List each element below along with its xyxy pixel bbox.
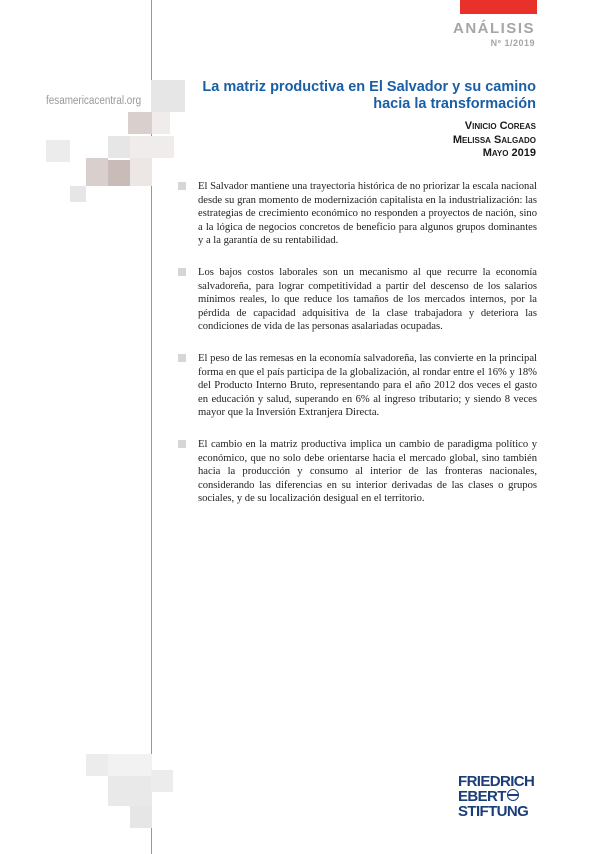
document-title: La matriz productiva en El Salvador y su camino hacia la transformación bbox=[202, 79, 536, 112]
bullet-item bbox=[178, 352, 537, 420]
bullet-item bbox=[178, 180, 537, 248]
series-label: ANÁLISIS bbox=[452, 20, 535, 37]
author-name: Melissa Salgado bbox=[452, 133, 536, 146]
website-link[interactable]: fesamericacentral.org bbox=[46, 95, 142, 107]
author-name: Vinicio Coreas bbox=[464, 120, 536, 132]
logo-line: FRIEDRICH bbox=[458, 773, 535, 790]
header-red-tab bbox=[460, 0, 537, 14]
bullet-text: El cambio en la matriz productiva implica un cambio de paradigma político y económico, que no solo debe orientarse hacia el mercado global, sino también hacia la producción y consumo al interior de las fronteras nacionales, considerando las diferencias en su interior derivadas de las clases o grupos sociales, y de su localización desigual en el territorio. bbox=[198, 438, 537, 505]
series-number: Nº 1/2019 bbox=[490, 38, 535, 48]
logo-line: EBERT bbox=[458, 788, 506, 805]
bullet-item bbox=[178, 266, 537, 334]
bullet-text: El peso de las remesas en la economía salvadoreña, las convierte en la principal forma en que el país participa de la globalización, al rondar entre el 16% y 18% del Producto Interno Bruto, representando para el año 2012 dos veces el gasto en educación y salud, superando en 6% al ingreso tributario; y siendo 8 veces mayor que la Inversión Extranjera Directa. bbox=[198, 352, 537, 419]
bullet-square-icon bbox=[178, 440, 186, 448]
bullet-square-icon bbox=[178, 182, 186, 190]
authors-block bbox=[453, 120, 536, 161]
logo-line: STIFTUNG bbox=[458, 803, 529, 820]
fes-logo bbox=[458, 774, 534, 819]
bullet-text: Los bajos costos laborales son un mecanismo al que recurre la economía salvadoreña, para lograr competitividad a partir del descenso de los salarios mínimos reales, lo que reduce los tamaños de los mercados internos, por la pérdida de capacidad adquisitiva de la clase trabajadora y deteriora las condiciones de vida de las personas asalariadas ocupadas. bbox=[198, 266, 537, 333]
logo-line-with-globe bbox=[458, 789, 534, 804]
bullet-square-icon bbox=[178, 268, 186, 276]
bullet-text: El Salvador mantiene una trayectoria histórica de no priorizar la escala nacional desde su gran momento de modernización capitalista en la industrialización: las estrategias de crecimiento económico no responden a proyectos de nación, sino a la lógica de negocios concretos de beneficio para algunos grupos dominantes y a la garantía de su rentabilidad. bbox=[198, 181, 537, 247]
summary-bullets bbox=[178, 180, 537, 524]
globe-icon bbox=[507, 789, 519, 801]
publication-date: Mayo 2019 bbox=[482, 147, 536, 159]
bullet-item bbox=[178, 438, 537, 506]
bullet-square-icon bbox=[178, 354, 186, 362]
series-header bbox=[453, 20, 535, 48]
